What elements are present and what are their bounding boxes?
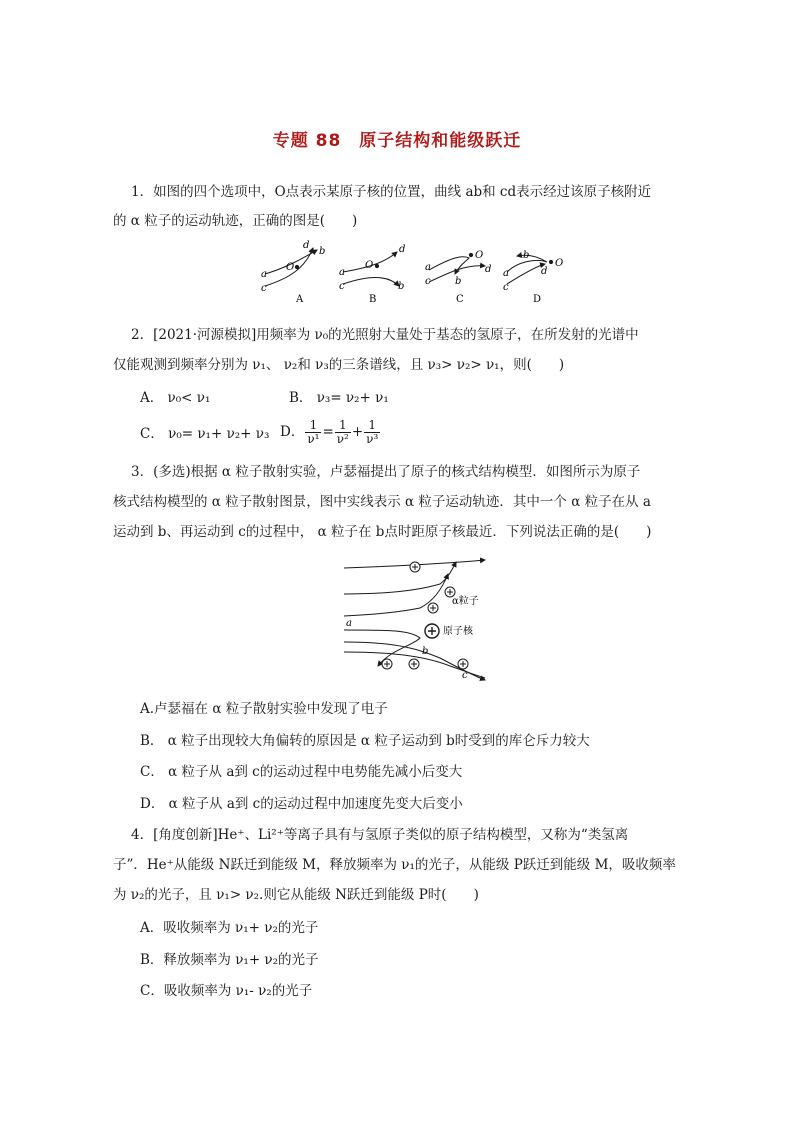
q3-line2: 核式结构模型的 α 粒子散射图景，图中实线表示 α 粒子运动轨迹．其中一个 α 粒子在从 a [113, 494, 651, 510]
fig-a-label-o: O [286, 262, 295, 273]
q3-fig-nucleus-label: 原子核 [443, 626, 473, 637]
q3-fig-alpha-label: α粒子 [452, 596, 479, 607]
q4-line1: 4．[角度创新]He⁺、Li²⁺等离子具有与氢原子类似的原子结构模型，又称为“类氢离 [131, 827, 629, 843]
q2-option-d-plus: + [351, 424, 364, 440]
q3-option-d: D． α 粒子从 a到 c的运动过程中加速度先变大后变小 [140, 796, 463, 812]
q4-option-c: C．吸收频率为 ν₁- ν₂的光子 [140, 983, 313, 999]
q4-line2: 子”．He⁺从能级 N跃迁到能级 M，释放频率为 ν₁的光子，从能级 P跃迁到能级 M，吸收频率 [113, 857, 676, 873]
fig-d-label-c: c [503, 282, 509, 293]
q4-option-b: B．释放频率为 ν₁+ ν₂的光子 [140, 952, 319, 968]
fig-c-label-c: c [425, 276, 431, 287]
q2-option-b: B． ν₃= ν₂+ ν₁ [289, 390, 389, 406]
fig-d-label-o: O [555, 258, 564, 269]
fig-d-label-d: d [541, 266, 548, 277]
q1-figure [255, 240, 575, 306]
fig-label-d: D [533, 294, 542, 305]
fig-c-label-b: b [455, 276, 462, 287]
q2-option-a: A． ν₀< ν₁ [140, 390, 211, 406]
q1-line1: 1．如图的四个选项中，O点表示某原子核的位置，曲线 ab和 cd表示经过该原子核附近 [131, 184, 652, 200]
q2-option-c: C． ν₀= ν₁+ ν₂+ ν₃ [140, 426, 270, 442]
fig-d-label-a: a [503, 268, 509, 279]
q2-option-d-frac1: $\frac{1}{\text{ν¹}}$ [307, 417, 320, 446]
q3-option-c: C． α 粒子从 a到 c的运动过程中电势能先减小后变大 [140, 764, 463, 780]
fig-c-label-d: d [485, 264, 492, 275]
q3-line3: 运动到 b、再运动到 c的过程中， α 粒子在 b点时距原子核最近．下列说法正确的是( ) [113, 524, 652, 540]
fig-b-label-a: a [339, 267, 345, 278]
page-title: 专题 88 原子结构和能级跃迁 [272, 131, 522, 151]
fig-label-c: C [456, 294, 464, 305]
q3-line1: 3．(多选)根据 α 粒子散射实验，卢瑟福提出了原子的核式结构模型．如图所示为原子 [131, 464, 641, 480]
fig-a-label-c: c [261, 283, 267, 294]
fig-c-label-a: a [425, 262, 431, 273]
q2-line1: 2．[2021·河源模拟]用频率为 ν₀的光照射大量处于基态的氢原子，在所发射的光谱中 [131, 327, 639, 343]
fig-label-b: B [369, 294, 377, 305]
fig-a-label-a: a [261, 269, 267, 280]
q2-option-d-frac2: $\frac{1}{\text{ν²}}$ [336, 417, 349, 446]
q2-option-d [280, 412, 381, 452]
fig-b-label-o: O [365, 260, 374, 271]
q2-option-d-prefix: D． [280, 424, 305, 440]
q2-line2: 仅能观测到频率分别为 ν₁、 ν₂和 ν₃的三条谱线，且 ν₃> ν₂> ν₁，则( ) [113, 357, 565, 373]
fig-b-label-c: c [339, 281, 345, 292]
fig-d-label-b: b [523, 250, 530, 261]
q2-option-d-frac3: $\frac{1}{\text{ν³}}$ [366, 417, 379, 446]
fig-c-label-o: O [475, 250, 484, 261]
q3-option-a: A.卢瑟福在 α 粒子散射实验中发现了电子 [140, 701, 388, 717]
fig-b-label-b: b [398, 281, 405, 292]
q1-line2: 的 α 粒子的运动轨迹，正确的图是( ) [113, 213, 358, 229]
fig-label-a: A [296, 294, 304, 305]
fig-a-label-b: b [319, 246, 326, 257]
q3-fig-label-a: a [346, 618, 352, 629]
q3-scattering-figure [340, 554, 490, 684]
q4-line3: 为 ν₂的光子，且 ν₁> ν₂.则它从能级 N跃迁到能级 P时( ) [113, 887, 479, 903]
q3-fig-label-b: b [422, 646, 429, 657]
q3-option-b: B． α 粒子出现较大角偏转的原因是 α 粒子运动到 b时受到的库仑斥力较大 [140, 733, 590, 749]
q2-option-d-eq: = [322, 424, 334, 440]
q3-fig-label-c: c [462, 670, 468, 681]
fig-b-label-d: d [399, 244, 406, 255]
fig-a-label-d: d [303, 240, 310, 251]
q4-option-a: A．吸收频率为 ν₁+ ν₂的光子 [140, 920, 319, 936]
